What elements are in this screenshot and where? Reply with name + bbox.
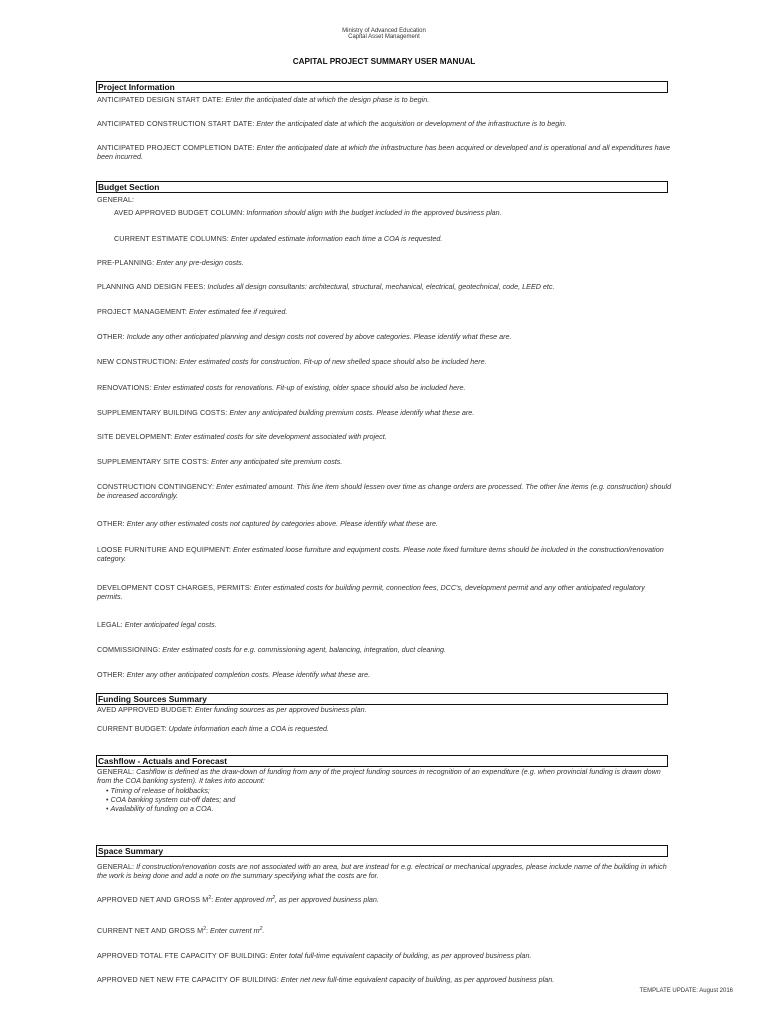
commissioning-entry: COMMISSIONING: Enter estimated costs for e.g. commissioning agent, balancing, integration, duct cleaning. (97, 645, 446, 654)
legal-entry: LEGAL: Enter anticipated legal costs. (97, 620, 217, 629)
planning-design-entry: PLANNING AND DESIGN FEES: Includes all design consultants: architectural, structural, mechanical, electrical, geotechnical, code, LEED etc. (97, 282, 555, 291)
supplementary-site-entry: SUPPLEMENTARY SITE COSTS: Enter any anticipated site premium costs. (97, 457, 343, 466)
supplementary-building-entry: SUPPLEMENTARY BUILDING COSTS: Enter any anticipated building premium costs. Please identify what these are. (97, 408, 475, 417)
section-project-information: Project Information (96, 81, 668, 93)
other-planning-entry: OTHER: Include any other anticipated planning and design costs not covered by above categories. Please identify what these are. (97, 332, 512, 341)
template-update-footer: TEMPLATE UPDATE: August 2016 (639, 988, 733, 994)
section-funding-sources: Funding Sources Summary (96, 693, 668, 705)
cashflow-bullet-list (106, 786, 235, 813)
page-title: CAPITAL PROJECT SUMMARY USER MANUAL (292, 57, 476, 66)
contingency-entry: CONSTRUCTION CONTINGENCY: Enter estimated amount. This line item should lessen over time as change orders are processed. The other line items (e.g. construction) should be increased accordingly. (97, 482, 672, 501)
new-construction-entry: NEW CONSTRUCTION: Enter estimated costs for construction. Fit-up of new shelled space should also be included here. (97, 357, 487, 366)
approved-net-fte-entry: APPROVED NET NEW FTE CAPACITY OF BUILDING: Enter net new full-time equivalent capacity of building, as per approved business plan. (97, 975, 555, 984)
site-development-entry: SITE DEVELOPMENT: Enter estimated costs for site development associated with project. (97, 432, 387, 441)
section-cashflow: Cashflow - Actuals and Forecast (96, 755, 668, 767)
list-item: • Availability of funding on a COA. (106, 804, 235, 813)
current-column-entry: CURRENT ESTIMATE COLUMNS: Enter updated estimate information each time a COA is requested. (114, 234, 443, 243)
other-completion-entry: OTHER: Enter any other anticipated completion costs. Please identify what these are. (97, 670, 371, 679)
budget-general-entry: GENERAL: (97, 195, 135, 204)
development-cost-entry: DEVELOPMENT COST CHARGES, PERMITS: Enter estimated costs for building permit, connection fees, DCC's, development permit and any other anticipated regulatory permits. (97, 583, 645, 602)
project-management-entry: PROJECT MANAGEMENT: Enter estimated fee if required. (97, 307, 288, 316)
design-start-entry: ANTICIPATED DESIGN START DATE: Enter the anticipated date at which the design phase is to begin. (97, 95, 430, 104)
list-item: • Timing of release of holdbacks; (106, 786, 235, 795)
aved-column-entry: AVED APPROVED BUDGET COLUMN: Information should align with the budget included in the approved business plan. (114, 208, 502, 217)
space-general-entry: GENERAL: If construction/renovation costs are not associated with an area, but are instead for e.g. electrical or mechanical upgrades, please include name of the building in which the work is being done and add a note on the summary specifying what the costs are for. (97, 862, 667, 881)
construction-start-entry: ANTICIPATED CONSTRUCTION START DATE: Enter the anticipated date at which the acquisition or development of the infrastructure is to begin. (97, 119, 567, 128)
section-budget: Budget Section (96, 181, 668, 193)
cashflow-general-entry: GENERAL: Cashflow is defined as the draw-down of funding from any of the project funding sources in recognition of an expenditure (e.g. when provincial funding is drawn down from the COA banking system). It takes into account: (97, 767, 661, 786)
current-area-entry: CURRENT NET AND GROSS $M^2$: Enter current $m^2$. (97, 926, 265, 935)
approved-fte-entry: APPROVED TOTAL FTE CAPACITY OF BUILDING: Enter total full-time equivalent capacity of building, as per approved business plan. (97, 951, 532, 960)
list-item: • COA banking system cut-off dates; and (106, 795, 235, 804)
funding-current-entry: CURRENT BUDGET: Update information each time a COA is requested. (97, 724, 329, 733)
other-costs-entry: OTHER: Enter any other estimated costs not captured by categories above. Please identify what these are. (97, 519, 439, 528)
ministry-name: Ministry of Advanced Education (342, 28, 426, 34)
renovations-entry: RENOVATIONS: Enter estimated costs for renovations. Fit-up of existing, older space should also be included here. (97, 383, 466, 392)
department-name: Capital Asset Management (348, 34, 420, 40)
approved-area-entry: APPROVED NET AND GROSS $M^2$: Enter approved $m^2$, as per approved business plan. (97, 895, 379, 904)
completion-date-entry: ANTICIPATED PROJECT COMPLETION DATE: Enter the anticipated date at which the infrastructure has been acquired or developed and is operational and all expenditures have been incurred. (97, 143, 671, 162)
section-space-summary: Space Summary (96, 845, 668, 857)
furniture-entry: LOOSE FURNITURE AND EQUIPMENT: Enter estimated loose furniture and equipment costs. Please note fixed furniture items should be included in the construction/renovation category. (97, 545, 664, 564)
pre-planning-entry: PRE-PLANNING: Enter any pre-design costs. (97, 258, 244, 267)
funding-aved-entry: AVED APPROVED BUDGET: Enter funding sources as per approved business plan. (97, 705, 367, 714)
